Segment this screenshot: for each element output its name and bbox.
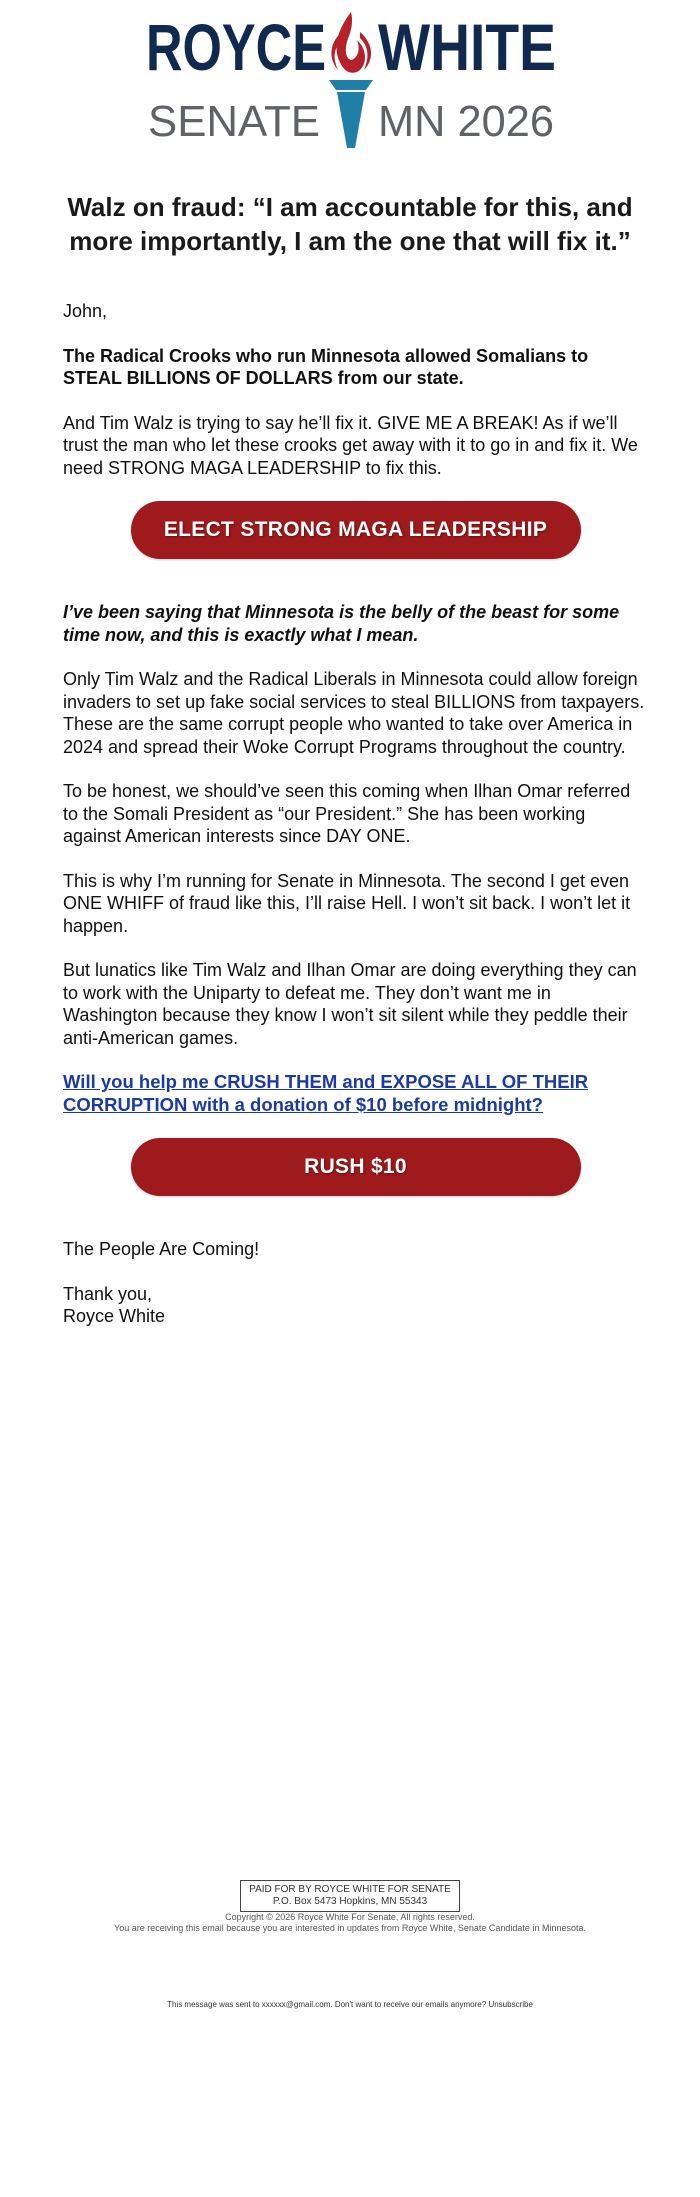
paragraph-5: To be honest, we should’ve seen this coming when Ilhan Omar referred to the Somali President as “our President.” She has been working against American interests since DAY ONE. (63, 781, 631, 846)
headline: Walz on fraud: “I am accountable for this, and more importantly, I am the one that will fix it.” (67, 192, 633, 256)
signature: Royce White (63, 1306, 166, 1326)
logo-name-right: WHITE (378, 10, 556, 84)
paragraph-3: I’ve been saying that Minnesota is the belly of the beast for some time now, and this is exactly what I mean. (63, 602, 620, 645)
logo-subtitle-left: SENATE (148, 97, 320, 146)
signoff: Thank you, (63, 1283, 153, 1304)
signoff-block (63, 1283, 648, 1328)
elect-maga-leadership-button[interactable]: ELECT STRONG MAGA LEADERSHIP (131, 501, 581, 559)
sent-to-text: This message was sent to xxxxxx@gmail.com. Don't want to receive our emails anymore? (167, 2000, 487, 2009)
paid-for-line: PAID FOR BY ROYCE WHITE FOR SENATE (249, 1884, 451, 1895)
torch-icon (329, 12, 373, 148)
mailing-address: P.O. Box 5473 Hopkins, MN 55343 (272, 1896, 428, 1907)
donation-link[interactable]: Will you help me CRUSH THEM and EXPOSE ALL OF THEIR CORRUPTION with a donation of $10 before midnight? (63, 1071, 589, 1115)
greeting: John, (63, 301, 108, 321)
logo-name-left: ROYCE (146, 10, 326, 84)
footer (0, 1880, 700, 1934)
paragraph-6: This is why I’m running for Senate in Minnesota. The second I get even ONE WHIFF of fraud like this, I’ll raise Hell. I won’t sit back. I won’t let it happen. (63, 870, 631, 936)
paragraph-4: Only Tim Walz and the Radical Liberals in Minnesota could allow foreign invaders to set up fake social services to steal BILLIONS from taxpayers. These are the same corrupt people who wanted to take over America in 2024 and spread their Woke Corrupt Programs throughout the country. (63, 669, 645, 757)
paragraph-7: But lunatics like Tim Walz and Ilhan Omar are doing everything they can to work with the Uniparty to defeat me. They don’t want me in Washington because they know I won’t sit silent while they peddle their anti-American games. (63, 960, 637, 1048)
unsubscribe-link[interactable]: Unsubscribe (488, 2000, 533, 2009)
campaign-logo (146, 10, 556, 150)
email-body (63, 300, 648, 1350)
unsubscribe-line (0, 2000, 700, 2009)
cta-button-2-wrap (63, 1138, 648, 1196)
paragraph-1: The Radical Crooks who run Minnesota allowed Somalians to STEAL BILLIONS OF DOLLARS from our state. (63, 345, 589, 388)
cta-button-1-wrap (63, 501, 648, 559)
rush-10-button[interactable]: RUSH $10 (131, 1138, 581, 1196)
paid-for-box (240, 1880, 460, 1912)
logo-subtitle-right: MN 2026 (378, 97, 554, 146)
closing-line: The People Are Coming! (63, 1239, 260, 1259)
donation-cta-paragraph (63, 1071, 648, 1116)
paragraph-2: And Tim Walz is trying to say he’ll fix it. GIVE ME A BREAK! As if we’ll trust the man who let these crooks get away with it to go in and fix it. We need STRONG MAGA LEADERSHIP to fix this. (63, 412, 638, 478)
copyright: Copyright © 2026 Royce White For Senate, All rights reserved. (225, 1912, 475, 1922)
subscription-reason: You are receiving this email because you are interested in updates from Royce White, Senate Candidate in Minnesota. (114, 1923, 586, 1933)
